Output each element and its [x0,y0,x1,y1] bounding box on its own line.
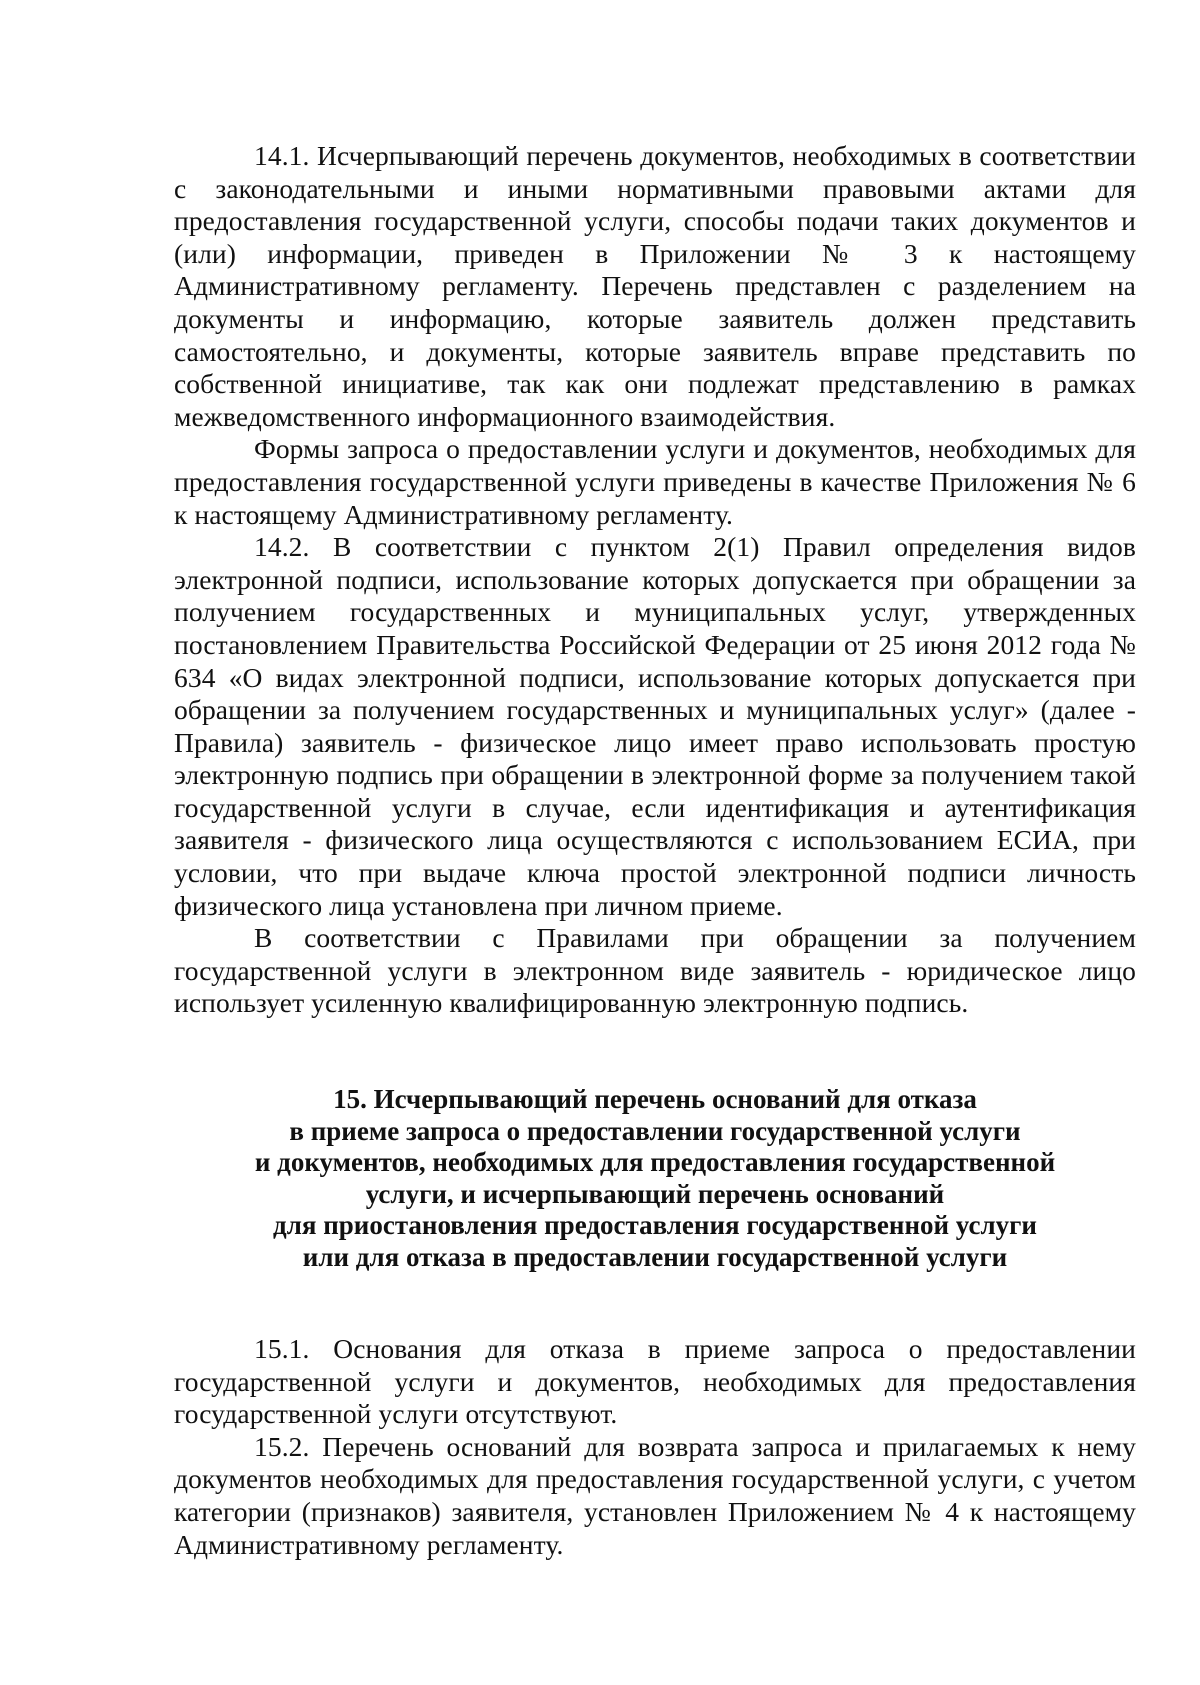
paragraph-14-2: 14.2. В соответствии с пунктом 2(1) Правил определения видов электронной подписи, использование которых допускается при обращении за получением государственных и муниципальных услуг, утвержденных постановлением Правительства Российской Федерации от 25 июня 2012 года № 634 «О видах электронной подписи, использование которых допускается при обращении за получением государственных и муниципальных услуг» (далее - Правила) заявитель - физическое лицо имеет право использовать простую электронную подпись при обращении в электронной форме за получением такой государственной услуги в случае, если идентификация и аутентификация заявителя - физического лица осуществляются с использованием ЕСИА, при условии, что при выдаче ключа простой электронной подписи личность физического лица установлена при личном приеме. [174,531,1136,921]
paragraph-legal-entity-signature: В соответствии с Правилами при обращении за получением государственной услуги в электронном виде заявитель - юридическое лицо использует усиленную квалифицированную электронную подпись. [174,922,1136,1019]
paragraph-15-2: 15.2. Перечень оснований для возврата запроса и прилагаемых к нему документов необходимых для предоставления государственной услуги, с учетом категории (признаков) заявителя, установлен Приложением № 4 к настоящему Административному регламенту. [174,1430,1136,1560]
paragraph-14-1: 14.1. Исчерпывающий перечень документов, необходимых в соответствии с законодательными и иными нормативными правовыми актами для предоставления государственной услуги, способы подачи таких документов и (или) информации, приведен в Приложении № 3 к настоящему Административному регламенту. Перечень представлен с разделением на документы и информацию, которые заявитель должен представить самостоятельно, и документы, которые заявитель вправе представить по собственной инициативе, так как они подлежат представлению в рамках межведомственного информационного взаимодействия. [174,140,1136,432]
paragraph-15-1: 15.1. Основания для отказа в приеме запроса о предоставлении государственной услуги и документов, необходимых для предоставления государственной услуги отсутствуют. [174,1333,1136,1430]
paragraph-request-forms: Формы запроса о предоставлении услуги и документов, необходимых для предоставления государственной услуги приведены в качестве Приложения № 6 к настоящему Административному регламенту. [174,433,1136,530]
section-heading-line: 15. Исчерпывающий перечень оснований для отказа [333,1084,977,1115]
section-15-heading [174,1084,1136,1273]
document-body [174,140,1136,1561]
section-heading-line: и документов, необходимых для предоставления государственной [254,1147,1056,1178]
section-heading-line: услуги, и исчерпывающий перечень оснований [365,1178,945,1209]
section-heading-line: для приостановления предоставления государственной услуги [273,1210,1037,1241]
section-heading-line: или для отказа в предоставлении государственной услуги [302,1241,1008,1272]
section-heading-line: в приеме запроса о предоставлении государственной услуги [289,1115,1021,1146]
